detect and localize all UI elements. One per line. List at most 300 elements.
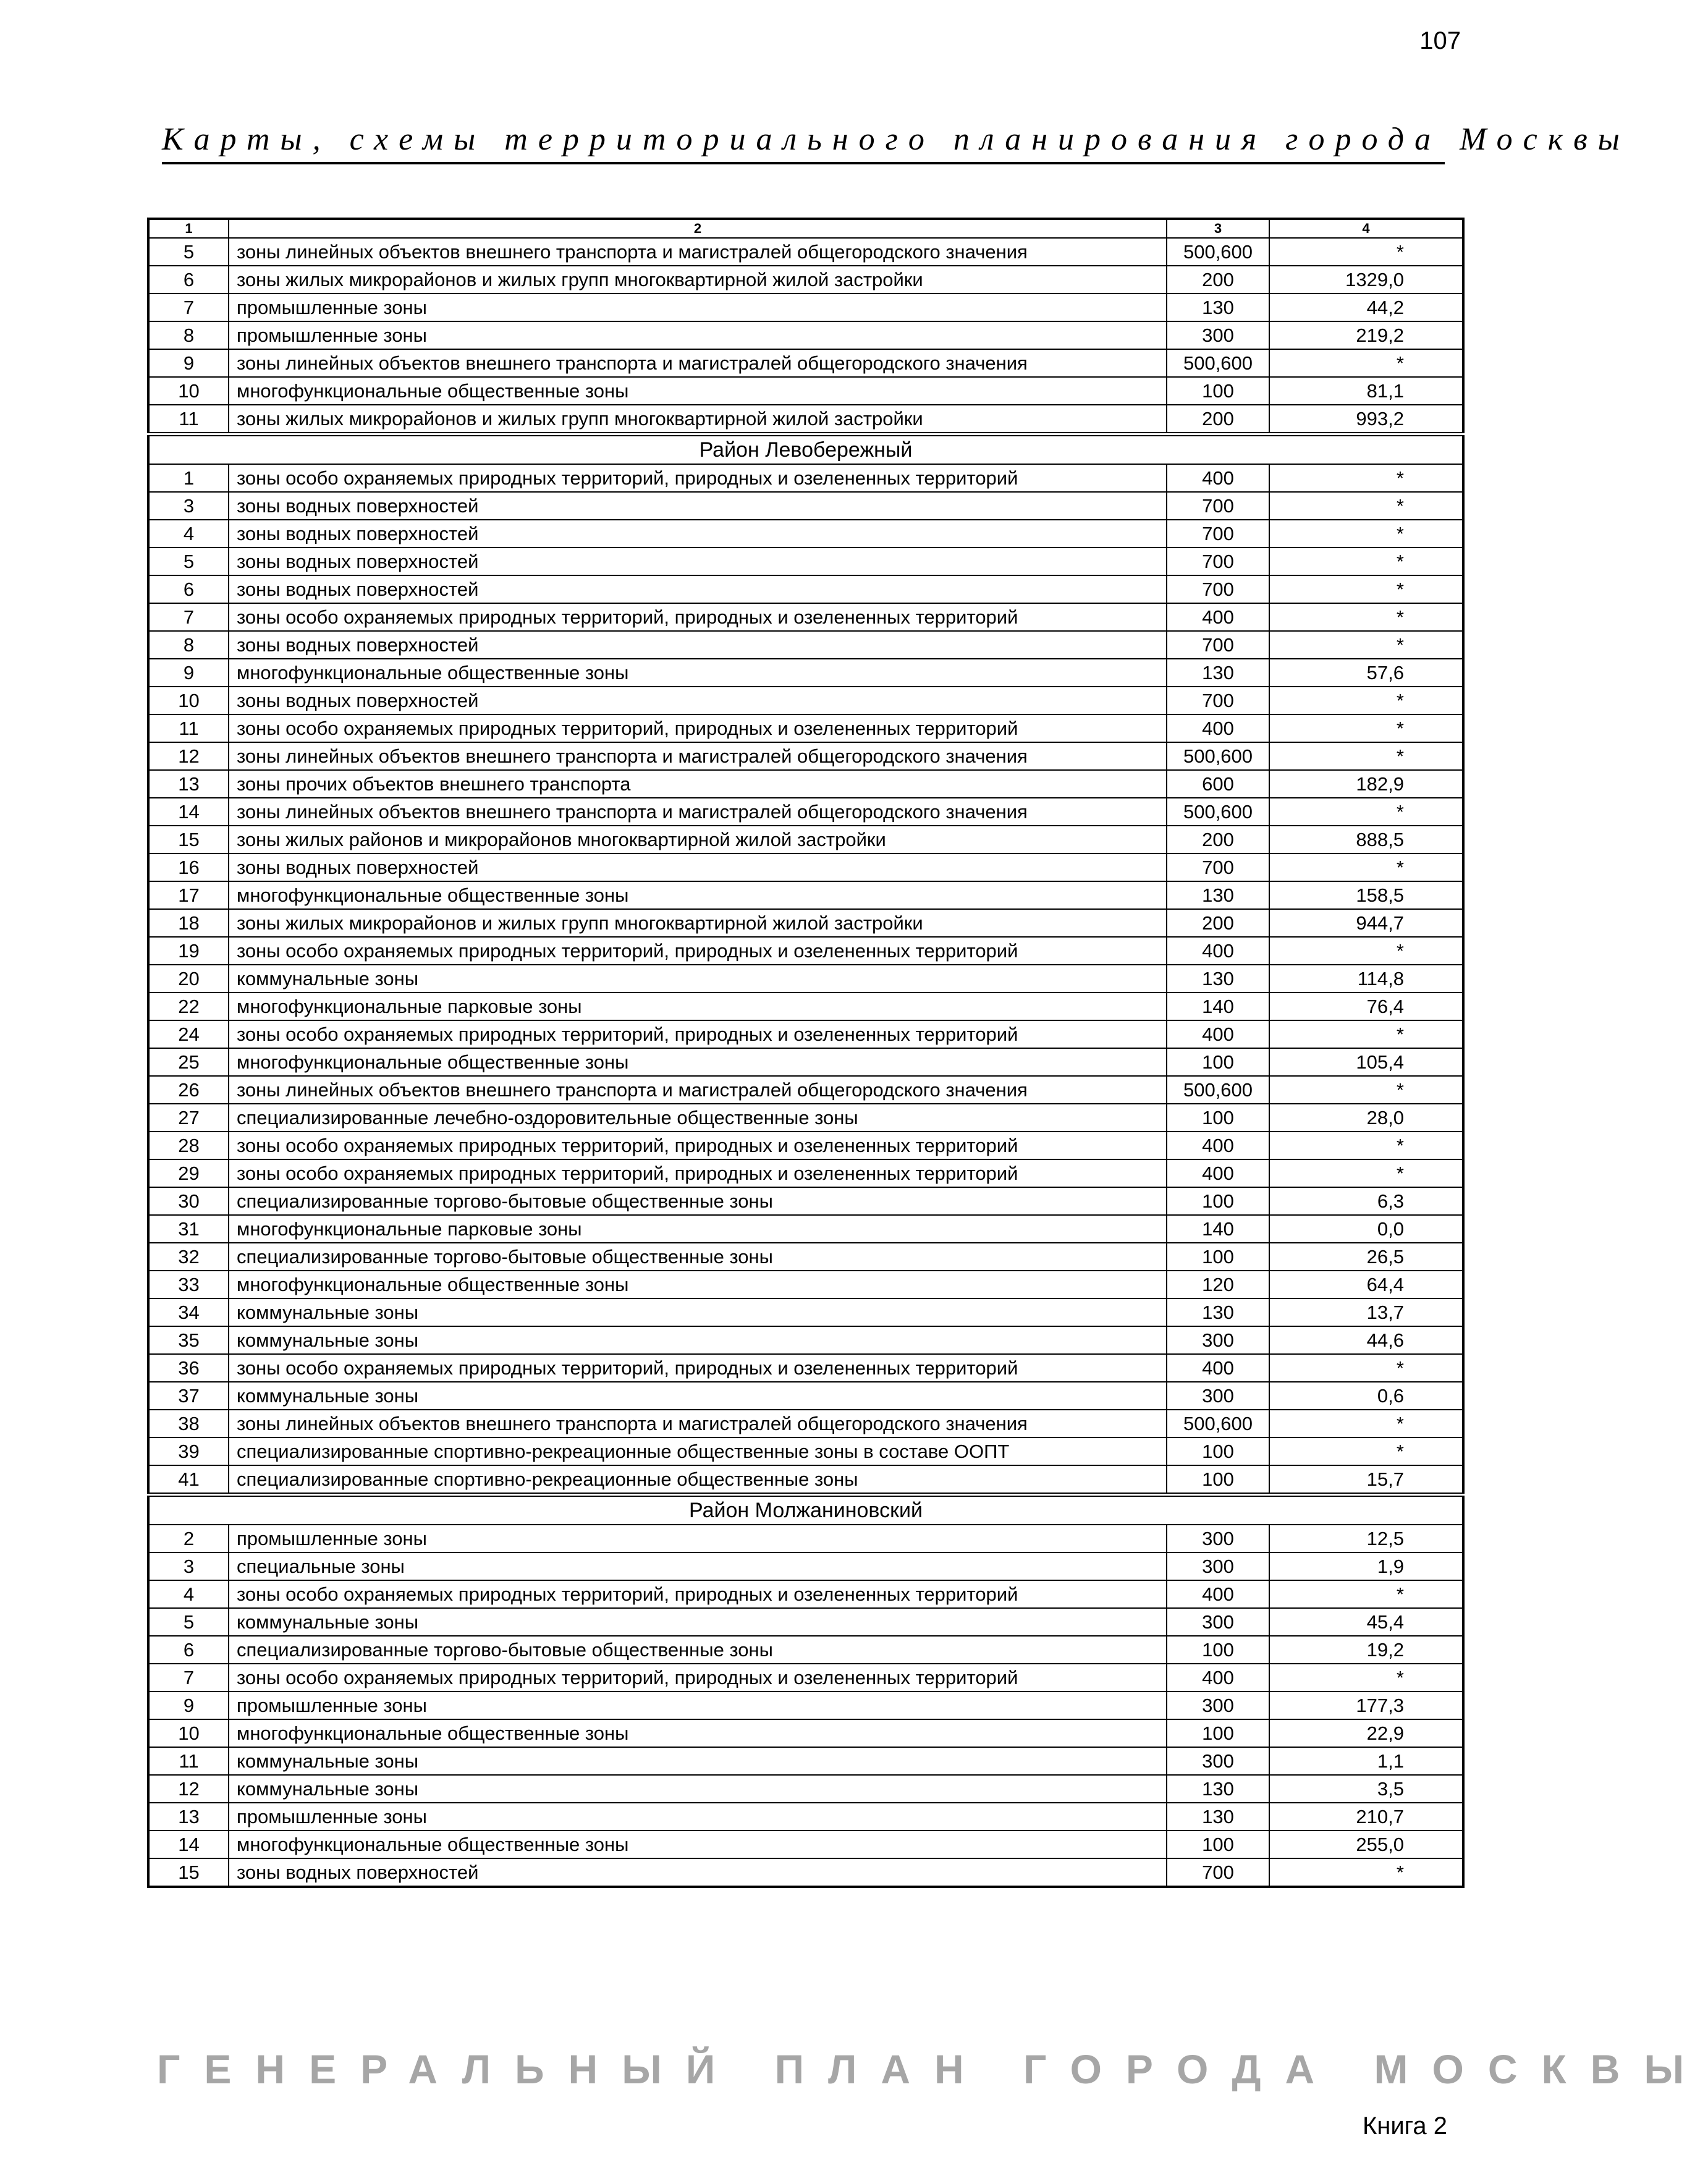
zone-name-cell: коммунальные зоны [229, 1382, 1167, 1410]
area-value-cell: * [1269, 1354, 1463, 1382]
table-row [148, 548, 1463, 575]
zone-name-cell: зоны жилых микрорайонов и жилых групп многоквартирной жилой застройки [229, 405, 1167, 434]
area-value-cell: * [1269, 548, 1463, 575]
area-value-cell: 0,6 [1269, 1382, 1463, 1410]
row-number-cell: 9 [148, 349, 229, 377]
table-row [148, 1438, 1463, 1465]
area-value-cell: 44,6 [1269, 1326, 1463, 1354]
table-row [148, 909, 1463, 937]
zone-name-cell: многофункциональные парковые зоны [229, 993, 1167, 1020]
zone-name-cell: промышленные зоны [229, 321, 1167, 349]
row-number-cell: 8 [148, 631, 229, 659]
row-number-cell: 6 [148, 575, 229, 603]
area-value-cell: * [1269, 520, 1463, 548]
area-value-cell: 993,2 [1269, 405, 1463, 434]
zone-name-cell: промышленные зоны [229, 1692, 1167, 1719]
zone-code-cell: 300 [1167, 1552, 1269, 1580]
zone-code-cell: 200 [1167, 826, 1269, 853]
zone-code-cell: 300 [1167, 1382, 1269, 1410]
zone-code-cell: 700 [1167, 548, 1269, 575]
row-number-cell: 31 [148, 1215, 229, 1243]
row-number-cell: 2 [148, 1525, 229, 1552]
area-value-cell: * [1269, 937, 1463, 965]
area-value-cell: * [1269, 714, 1463, 742]
zone-code-cell: 100 [1167, 1048, 1269, 1076]
zone-name-cell: зоны водных поверхностей [229, 853, 1167, 881]
row-number-cell: 22 [148, 993, 229, 1020]
zone-name-cell: зоны водных поверхностей [229, 520, 1167, 548]
area-value-cell: * [1269, 1076, 1463, 1104]
area-value-cell: * [1269, 1858, 1463, 1887]
table-row [148, 1552, 1463, 1580]
table-row [148, 1664, 1463, 1692]
table-row [148, 770, 1463, 798]
table-row [148, 1858, 1463, 1887]
row-number-cell: 3 [148, 492, 229, 520]
zone-code-cell: 400 [1167, 714, 1269, 742]
zone-code-cell: 400 [1167, 1354, 1269, 1382]
zone-code-cell: 200 [1167, 266, 1269, 294]
zone-code-cell: 100 [1167, 1438, 1269, 1465]
table-row [148, 1215, 1463, 1243]
zone-name-cell: зоны водных поверхностей [229, 1858, 1167, 1887]
area-value-cell: 182,9 [1269, 770, 1463, 798]
table-row [148, 1076, 1463, 1104]
row-number-cell: 14 [148, 1831, 229, 1858]
table-row [148, 937, 1463, 965]
zone-name-cell: многофункциональные общественные зоны [229, 1271, 1167, 1298]
zone-name-cell: зоны линейных объектов внешнего транспорта и магистралей общегородского значения [229, 1076, 1167, 1104]
zone-code-cell: 100 [1167, 1465, 1269, 1495]
table-row [148, 1525, 1463, 1552]
zone-code-cell: 130 [1167, 294, 1269, 321]
row-number-cell: 5 [148, 548, 229, 575]
table-row [148, 1159, 1463, 1187]
table-row [148, 377, 1463, 405]
row-number-cell: 18 [148, 909, 229, 937]
zone-name-cell: специальные зоны [229, 1552, 1167, 1580]
row-number-cell: 7 [148, 294, 229, 321]
row-number-cell: 26 [148, 1076, 229, 1104]
row-number-cell: 16 [148, 853, 229, 881]
row-number-cell: 28 [148, 1132, 229, 1159]
row-number-cell: 13 [148, 1803, 229, 1831]
zone-name-cell: многофункциональные общественные зоны [229, 1048, 1167, 1076]
row-number-cell: 5 [148, 238, 229, 266]
row-number-cell: 15 [148, 826, 229, 853]
zone-code-cell: 400 [1167, 1664, 1269, 1692]
district-name: Район Молжаниновский [148, 1495, 1463, 1525]
area-value-cell: 22,9 [1269, 1719, 1463, 1747]
area-value-cell: 12,5 [1269, 1525, 1463, 1552]
zone-code-cell: 130 [1167, 1775, 1269, 1803]
table-row [148, 1719, 1463, 1747]
zone-code-cell: 100 [1167, 1104, 1269, 1132]
area-value-cell: 255,0 [1269, 1831, 1463, 1858]
page-number: 107 [1419, 27, 1461, 54]
zone-name-cell: многофункциональные общественные зоны [229, 1831, 1167, 1858]
area-value-cell: * [1269, 464, 1463, 492]
zone-code-cell: 400 [1167, 1580, 1269, 1608]
area-value-cell: * [1269, 1410, 1463, 1438]
zone-name-cell: зоны особо охраняемых природных территорий, природных и озелененных территорий [229, 603, 1167, 631]
area-value-cell: 81,1 [1269, 377, 1463, 405]
zone-name-cell: промышленные зоны [229, 1803, 1167, 1831]
table-header-row [148, 219, 1463, 238]
table-row [148, 1298, 1463, 1326]
zone-name-cell: зоны линейных объектов внешнего транспорта и магистралей общегородского значения [229, 238, 1167, 266]
zone-code-cell: 400 [1167, 464, 1269, 492]
footer-title: ГЕНЕРАЛЬНЫЙ ПЛАН ГОРОДА МОСКВЫ [157, 2046, 1708, 2092]
table-row [148, 1187, 1463, 1215]
row-number-cell: 9 [148, 1692, 229, 1719]
zone-code-cell: 100 [1167, 377, 1269, 405]
zone-name-cell: зоны особо охраняемых природных территорий, природных и озелененных территорий [229, 1580, 1167, 1608]
district-name: Район Левобережный [148, 434, 1463, 465]
row-number-cell: 10 [148, 1719, 229, 1747]
area-value-cell: 210,7 [1269, 1803, 1463, 1831]
table-row [148, 1243, 1463, 1271]
table-row [148, 993, 1463, 1020]
table-row [148, 1382, 1463, 1410]
area-value-cell: * [1269, 798, 1463, 826]
zone-name-cell: зоны водных поверхностей [229, 492, 1167, 520]
row-number-cell: 25 [148, 1048, 229, 1076]
zone-code-cell: 300 [1167, 1692, 1269, 1719]
area-value-cell: 57,6 [1269, 659, 1463, 687]
area-value-cell: 13,7 [1269, 1298, 1463, 1326]
zone-code-cell: 300 [1167, 321, 1269, 349]
table-row [148, 520, 1463, 548]
table-row [148, 1132, 1463, 1159]
zoning-table [147, 218, 1465, 1888]
zone-name-cell: зоны особо охраняемых природных территорий, природных и озелененных территорий [229, 1159, 1167, 1187]
running-header: Карты, схемы территориального планирования города Москвы [162, 122, 1630, 157]
table-row [148, 798, 1463, 826]
row-number-cell: 29 [148, 1159, 229, 1187]
row-number-cell: 34 [148, 1298, 229, 1326]
zone-name-cell: зоны водных поверхностей [229, 687, 1167, 714]
zone-code-cell: 400 [1167, 937, 1269, 965]
row-number-cell: 15 [148, 1858, 229, 1887]
area-value-cell: * [1269, 687, 1463, 714]
zone-name-cell: многофункциональные парковые зоны [229, 1215, 1167, 1243]
row-number-cell: 3 [148, 1552, 229, 1580]
row-number-cell: 10 [148, 687, 229, 714]
area-value-cell: 15,7 [1269, 1465, 1463, 1495]
row-number-cell: 12 [148, 742, 229, 770]
row-number-cell: 35 [148, 1326, 229, 1354]
zone-code-cell: 500,600 [1167, 349, 1269, 377]
table-row [148, 266, 1463, 294]
zone-code-cell: 500,600 [1167, 798, 1269, 826]
zone-code-cell: 200 [1167, 405, 1269, 434]
zone-name-cell: многофункциональные общественные зоны [229, 881, 1167, 909]
table-row [148, 294, 1463, 321]
row-number-cell: 39 [148, 1438, 229, 1465]
zone-code-cell: 130 [1167, 881, 1269, 909]
area-value-cell: * [1269, 603, 1463, 631]
zone-name-cell: зоны линейных объектов внешнего транспорта и магистралей общегородского значения [229, 798, 1167, 826]
table-row [148, 881, 1463, 909]
zone-code-cell: 700 [1167, 575, 1269, 603]
zone-code-cell: 200 [1167, 909, 1269, 937]
table-row [148, 1608, 1463, 1636]
area-value-cell: 177,3 [1269, 1692, 1463, 1719]
zone-code-cell: 100 [1167, 1719, 1269, 1747]
row-number-cell: 9 [148, 659, 229, 687]
table-row [148, 349, 1463, 377]
zone-name-cell: зоны прочих объектов внешнего транспорта [229, 770, 1167, 798]
area-value-cell: * [1269, 1020, 1463, 1048]
area-value-cell: * [1269, 492, 1463, 520]
zone-code-cell: 100 [1167, 1831, 1269, 1858]
table-row [148, 742, 1463, 770]
district-header-row [148, 434, 1463, 465]
zone-name-cell: зоны жилых районов и микрорайонов многоквартирной жилой застройки [229, 826, 1167, 853]
zone-name-cell: зоны особо охраняемых природных территорий, природных и озелененных территорий [229, 1664, 1167, 1692]
table-row [148, 1410, 1463, 1438]
zone-code-cell: 100 [1167, 1636, 1269, 1664]
area-value-cell: 105,4 [1269, 1048, 1463, 1076]
area-value-cell: 45,4 [1269, 1608, 1463, 1636]
area-value-cell: 0,0 [1269, 1215, 1463, 1243]
row-number-cell: 10 [148, 377, 229, 405]
zone-name-cell: зоны особо охраняемых природных территорий, природных и озелененных территорий [229, 1354, 1167, 1382]
zone-name-cell: многофункциональные общественные зоны [229, 377, 1167, 405]
zone-name-cell: зоны водных поверхностей [229, 631, 1167, 659]
zone-code-cell: 700 [1167, 631, 1269, 659]
area-value-cell: 44,2 [1269, 294, 1463, 321]
zone-name-cell: зоны особо охраняемых природных территорий, природных и озелененных территорий [229, 1020, 1167, 1048]
row-number-cell: 41 [148, 1465, 229, 1495]
zone-code-cell: 400 [1167, 603, 1269, 631]
zone-name-cell: коммунальные зоны [229, 1326, 1167, 1354]
row-number-cell: 7 [148, 1664, 229, 1692]
row-number-cell: 11 [148, 405, 229, 434]
zone-code-cell: 120 [1167, 1271, 1269, 1298]
zone-name-cell: коммунальные зоны [229, 1775, 1167, 1803]
zone-code-cell: 300 [1167, 1525, 1269, 1552]
area-value-cell: 1,9 [1269, 1552, 1463, 1580]
row-number-cell: 6 [148, 1636, 229, 1664]
area-value-cell: * [1269, 1664, 1463, 1692]
area-value-cell: * [1269, 575, 1463, 603]
row-number-cell: 4 [148, 520, 229, 548]
zone-code-cell: 500,600 [1167, 238, 1269, 266]
zone-code-cell: 140 [1167, 1215, 1269, 1243]
row-number-cell: 19 [148, 937, 229, 965]
table-row [148, 603, 1463, 631]
zone-code-cell: 500,600 [1167, 1076, 1269, 1104]
row-number-cell: 8 [148, 321, 229, 349]
header-divider [162, 162, 1445, 164]
table-row [148, 575, 1463, 603]
zone-code-cell: 100 [1167, 1187, 1269, 1215]
table-row [148, 1326, 1463, 1354]
zone-name-cell: коммунальные зоны [229, 1298, 1167, 1326]
row-number-cell: 12 [148, 1775, 229, 1803]
area-value-cell: * [1269, 1580, 1463, 1608]
row-number-cell: 36 [148, 1354, 229, 1382]
zone-code-cell: 500,600 [1167, 1410, 1269, 1438]
zone-name-cell: коммунальные зоны [229, 1747, 1167, 1775]
row-number-cell: 17 [148, 881, 229, 909]
zone-code-cell: 400 [1167, 1132, 1269, 1159]
zone-code-cell: 130 [1167, 965, 1269, 993]
zone-name-cell: коммунальные зоны [229, 965, 1167, 993]
table-row [148, 405, 1463, 434]
area-value-cell: 6,3 [1269, 1187, 1463, 1215]
zone-name-cell: промышленные зоны [229, 1525, 1167, 1552]
row-number-cell: 37 [148, 1382, 229, 1410]
table-row [148, 714, 1463, 742]
zone-code-cell: 400 [1167, 1159, 1269, 1187]
zone-name-cell: специализированные торгово-бытовые общественные зоны [229, 1187, 1167, 1215]
zone-code-cell: 300 [1167, 1747, 1269, 1775]
row-number-cell: 30 [148, 1187, 229, 1215]
area-value-cell: * [1269, 742, 1463, 770]
zone-code-cell: 300 [1167, 1608, 1269, 1636]
district-header-row [148, 1495, 1463, 1525]
table-row [148, 1803, 1463, 1831]
row-number-cell: 7 [148, 603, 229, 631]
table-row [148, 1104, 1463, 1132]
zone-name-cell: зоны особо охраняемых природных территорий, природных и озелененных территорий [229, 1132, 1167, 1159]
zone-name-cell: зоны жилых микрорайонов и жилых групп многоквартирной жилой застройки [229, 266, 1167, 294]
zone-name-cell: специализированные торгово-бытовые общественные зоны [229, 1636, 1167, 1664]
table-row [148, 1831, 1463, 1858]
area-value-cell: * [1269, 1438, 1463, 1465]
zone-code-cell: 130 [1167, 659, 1269, 687]
table-row [148, 1692, 1463, 1719]
zone-name-cell: специализированные лечебно-оздоровительные общественные зоны [229, 1104, 1167, 1132]
zone-name-cell: зоны особо охраняемых природных территорий, природных и озелененных территорий [229, 464, 1167, 492]
area-value-cell: 1329,0 [1269, 266, 1463, 294]
zone-code-cell: 100 [1167, 1243, 1269, 1271]
zone-code-cell: 700 [1167, 687, 1269, 714]
area-value-cell: 19,2 [1269, 1636, 1463, 1664]
area-value-cell: * [1269, 853, 1463, 881]
area-value-cell: 26,5 [1269, 1243, 1463, 1271]
table-row [148, 853, 1463, 881]
table-row [148, 1465, 1463, 1495]
row-number-cell: 11 [148, 1747, 229, 1775]
zone-name-cell: зоны линейных объектов внешнего транспорта и магистралей общегородского значения [229, 1410, 1167, 1438]
table-row [148, 1354, 1463, 1382]
zone-name-cell: специализированные торгово-бытовые общественные зоны [229, 1243, 1167, 1271]
zone-name-cell: многофункциональные общественные зоны [229, 659, 1167, 687]
zoning-table-container [147, 218, 1462, 1888]
zone-code-cell: 700 [1167, 1858, 1269, 1887]
row-number-cell: 11 [148, 714, 229, 742]
table-row [148, 965, 1463, 993]
row-number-cell: 1 [148, 464, 229, 492]
table-row [148, 1580, 1463, 1608]
area-value-cell: 76,4 [1269, 993, 1463, 1020]
area-value-cell: 3,5 [1269, 1775, 1463, 1803]
footer-book-label: Книга 2 [1362, 2112, 1447, 2140]
area-value-cell: 64,4 [1269, 1271, 1463, 1298]
table-row [148, 1271, 1463, 1298]
row-number-cell: 13 [148, 770, 229, 798]
zone-code-cell: 700 [1167, 853, 1269, 881]
column-header: 2 [229, 219, 1167, 238]
table-row [148, 238, 1463, 266]
zone-code-cell: 700 [1167, 492, 1269, 520]
zone-code-cell: 500,600 [1167, 742, 1269, 770]
zone-name-cell: зоны водных поверхностей [229, 548, 1167, 575]
area-value-cell: 114,8 [1269, 965, 1463, 993]
row-number-cell: 6 [148, 266, 229, 294]
zone-name-cell: специализированные спортивно-рекреационные общественные зоны [229, 1465, 1167, 1495]
area-value-cell: 28,0 [1269, 1104, 1463, 1132]
column-header: 4 [1269, 219, 1463, 238]
table-row [148, 321, 1463, 349]
area-value-cell: 944,7 [1269, 909, 1463, 937]
row-number-cell: 4 [148, 1580, 229, 1608]
row-number-cell: 14 [148, 798, 229, 826]
table-row [148, 631, 1463, 659]
area-value-cell: 1,1 [1269, 1747, 1463, 1775]
area-value-cell: * [1269, 1159, 1463, 1187]
area-value-cell: * [1269, 631, 1463, 659]
zone-name-cell: зоны особо охраняемых природных территорий, природных и озелененных территорий [229, 714, 1167, 742]
area-value-cell: * [1269, 238, 1463, 266]
table-row [148, 1020, 1463, 1048]
table-row [148, 1747, 1463, 1775]
zone-name-cell: многофункциональные общественные зоны [229, 1719, 1167, 1747]
area-value-cell: * [1269, 349, 1463, 377]
zone-code-cell: 130 [1167, 1803, 1269, 1831]
zone-code-cell: 600 [1167, 770, 1269, 798]
zone-name-cell: промышленные зоны [229, 294, 1167, 321]
table-row [148, 1775, 1463, 1803]
zone-name-cell: специализированные спортивно-рекреационные общественные зоны в составе ООПТ [229, 1438, 1167, 1465]
zone-code-cell: 300 [1167, 1326, 1269, 1354]
zone-name-cell: зоны жилых микрорайонов и жилых групп многоквартирной жилой застройки [229, 909, 1167, 937]
table-row [148, 1636, 1463, 1664]
row-number-cell: 20 [148, 965, 229, 993]
zone-name-cell: зоны водных поверхностей [229, 575, 1167, 603]
table-row [148, 1048, 1463, 1076]
area-value-cell: 219,2 [1269, 321, 1463, 349]
table-row [148, 492, 1463, 520]
table-row [148, 464, 1463, 492]
zone-name-cell: коммунальные зоны [229, 1608, 1167, 1636]
zone-code-cell: 140 [1167, 993, 1269, 1020]
zone-code-cell: 130 [1167, 1298, 1269, 1326]
table-row [148, 826, 1463, 853]
zone-name-cell: зоны особо охраняемых природных территорий, природных и озелененных территорий [229, 937, 1167, 965]
area-value-cell: * [1269, 1132, 1463, 1159]
area-value-cell: 888,5 [1269, 826, 1463, 853]
row-number-cell: 32 [148, 1243, 229, 1271]
zone-name-cell: зоны линейных объектов внешнего транспорта и магистралей общегородского значения [229, 742, 1167, 770]
zone-code-cell: 700 [1167, 520, 1269, 548]
row-number-cell: 27 [148, 1104, 229, 1132]
column-header: 3 [1167, 219, 1269, 238]
table-row [148, 687, 1463, 714]
area-value-cell: 158,5 [1269, 881, 1463, 909]
column-header: 1 [148, 219, 229, 238]
row-number-cell: 33 [148, 1271, 229, 1298]
row-number-cell: 24 [148, 1020, 229, 1048]
zone-code-cell: 400 [1167, 1020, 1269, 1048]
row-number-cell: 38 [148, 1410, 229, 1438]
row-number-cell: 5 [148, 1608, 229, 1636]
table-row [148, 659, 1463, 687]
